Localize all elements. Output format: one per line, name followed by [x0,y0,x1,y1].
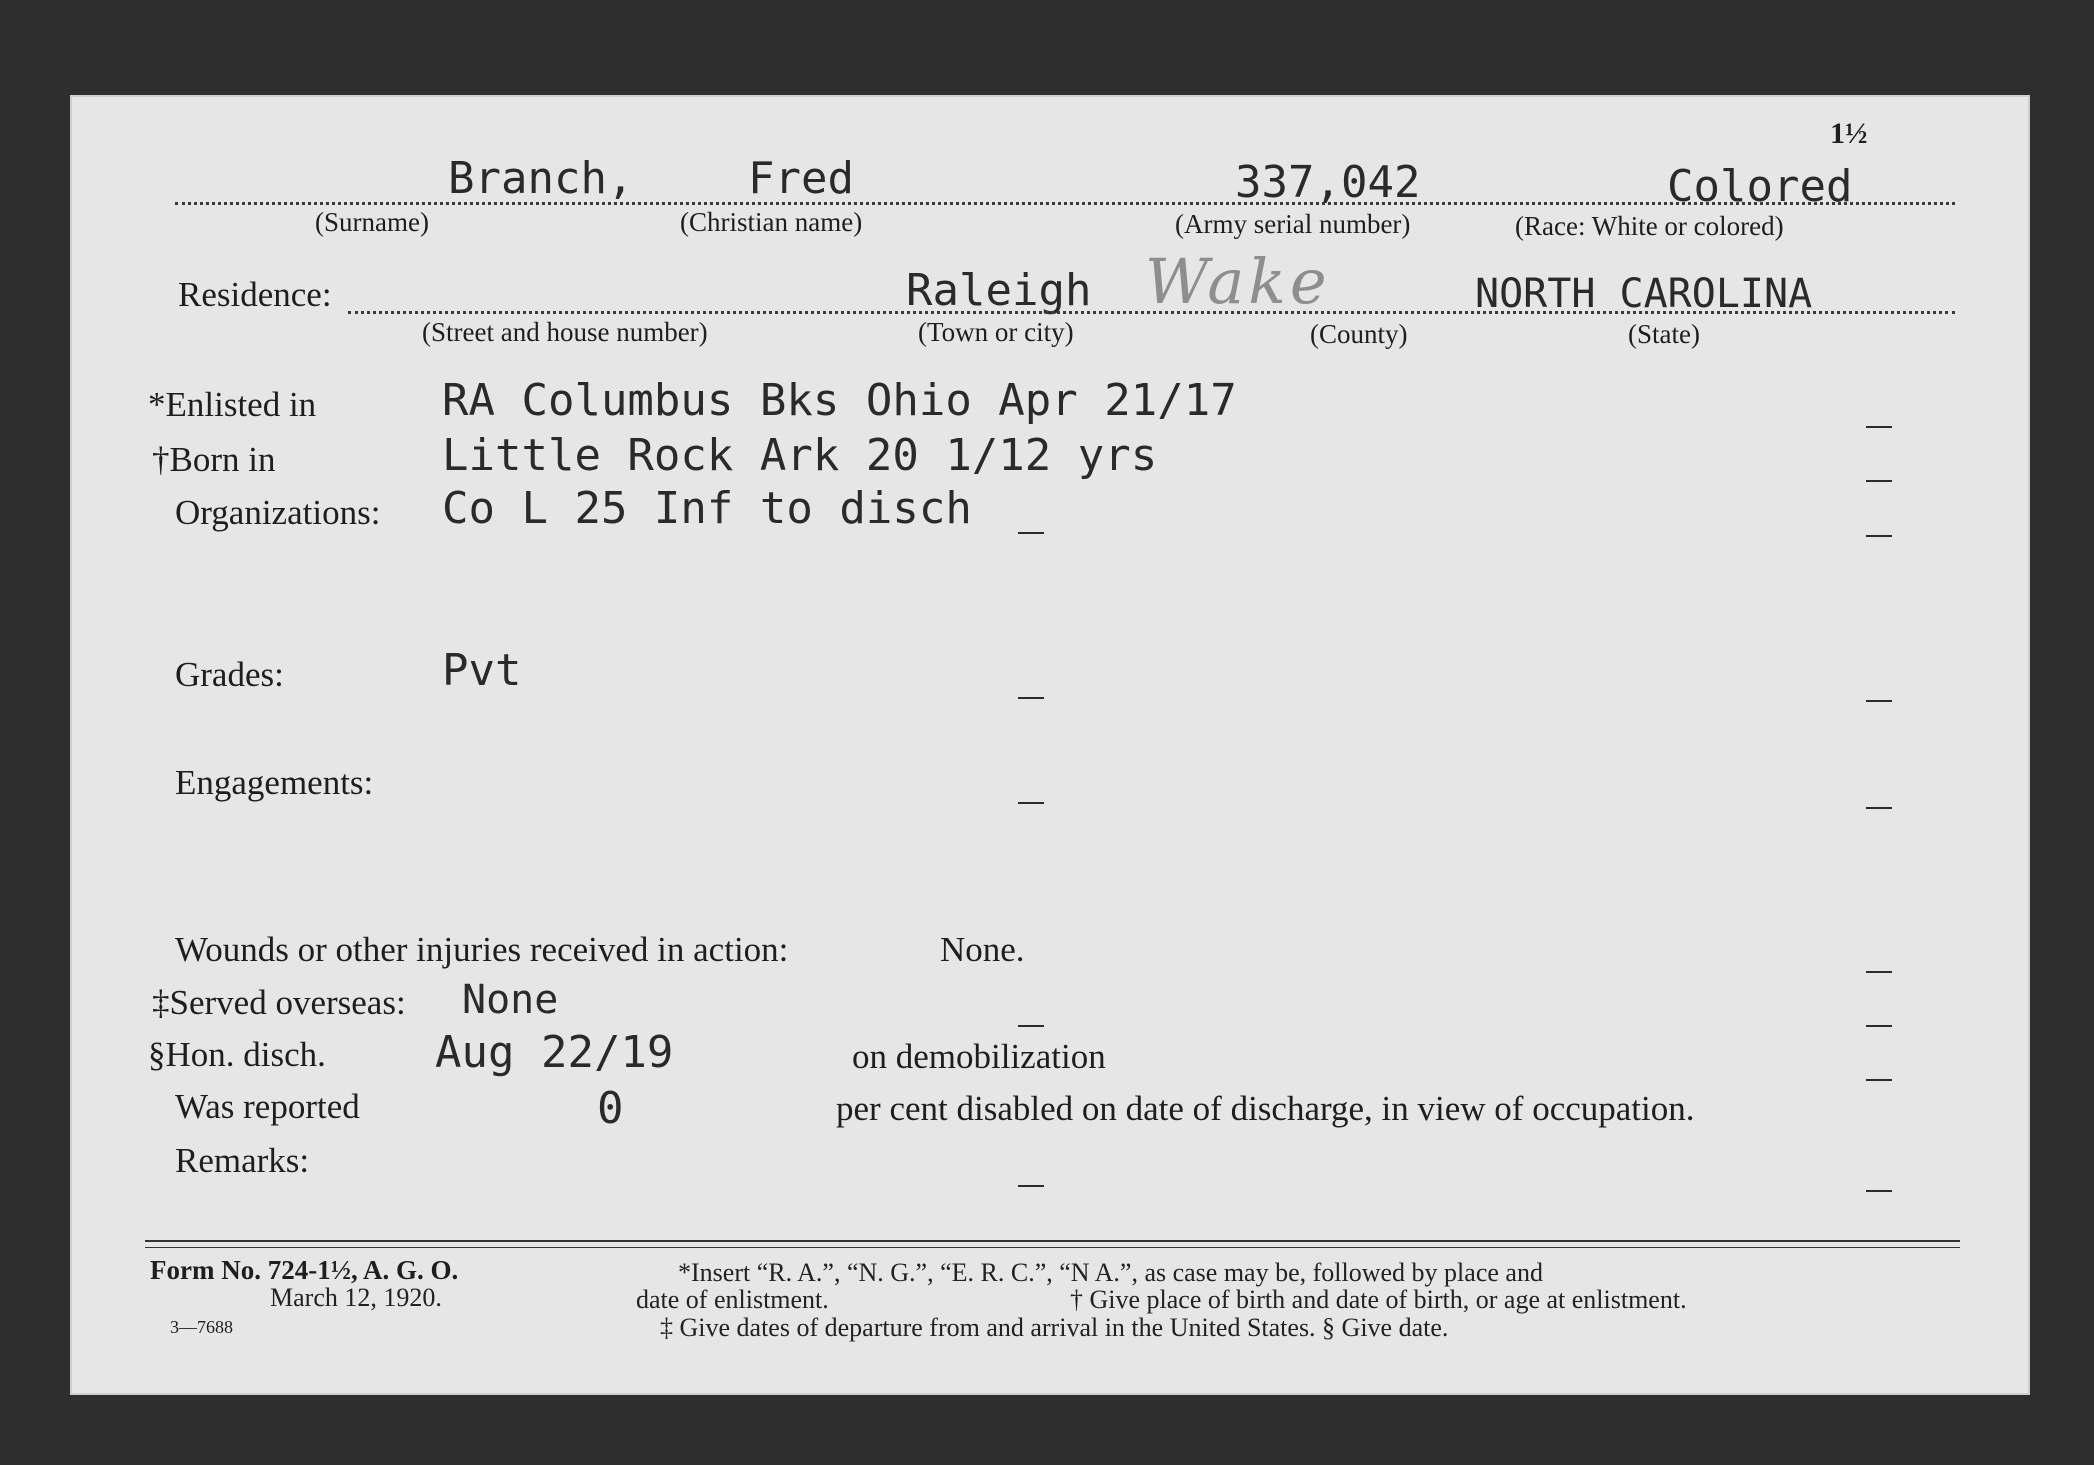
reported-label: Was reported [175,1087,360,1126]
wounds-value: None. [940,930,1025,969]
footer-rule-top [145,1240,1960,1242]
tick-mark [1866,480,1892,482]
footer-note-line2a: date of enlistment. [636,1285,829,1314]
county-caption: (County) [1310,319,1408,349]
enlisted-value: RA Columbus Bks Ohio Apr 21/17 [442,375,1237,426]
discharge-note: on demobilization [852,1037,1106,1076]
tick-mark [1018,1185,1044,1187]
race-caption: (Race: White or colored) [1515,211,1784,241]
footer-note-line2b: † Give place of birth and date of birth, or age at enlistment. [1070,1285,1687,1314]
town-caption: (Town or city) [918,317,1074,347]
tick-mark [1018,697,1044,699]
tick-mark [1866,426,1892,428]
reported-note: per cent disabled on date of discharge, in view of occupation. [836,1089,1695,1128]
footer-rule-bottom [145,1247,1960,1248]
page-marker: 1½ [1830,117,1868,150]
tick-mark [1866,807,1892,809]
grades-label: Grades: [175,655,284,694]
tick-mark [1018,1025,1044,1027]
overseas-label: ‡Served overseas: [152,983,406,1022]
born-value: Little Rock Ark 20 1/12 yrs [442,430,1158,481]
surname-caption: (Surname) [315,207,429,237]
organizations-label: Organizations: [175,493,381,532]
town-value: Raleigh [906,265,1092,316]
print-code: 3—7688 [170,1317,233,1337]
residence-label: Residence: [178,275,332,314]
surname-value: Branch, [448,153,634,204]
tick-mark [1866,1190,1892,1192]
state-value: NORTH CAROLINA [1475,271,1813,317]
serial-caption: (Army serial number) [1175,209,1411,239]
born-label: †Born in [152,440,276,479]
state-caption: (State) [1628,319,1700,349]
organizations-value: Co L 25 Inf to disch [442,483,972,534]
county-handwritten: Wake [1145,245,1331,318]
name-dotted-line [175,202,1955,205]
race-value: Colored [1667,161,1853,212]
serial-number-value: 337,042 [1235,157,1421,208]
record-card [70,95,2030,1395]
discharge-value: Aug 22/19 [435,1027,674,1078]
residence-dotted-line [348,311,1955,314]
tick-mark [1866,535,1892,537]
overseas-value: None [462,977,559,1023]
grades-value: Pvt [442,645,522,696]
form-number: Form No. 724-1½, A. G. O. [150,1255,459,1285]
discharge-label: §Hon. disch. [148,1035,326,1074]
christian-name-caption: (Christian name) [680,207,863,237]
street-caption: (Street and house number) [422,317,708,347]
form-date: March 12, 1920. [270,1283,442,1312]
enlisted-label: *Enlisted in [148,385,317,424]
tick-mark [1866,1079,1892,1081]
christian-name-value: Fred [748,153,854,204]
footer-note-line1: *Insert “R. A.”, “N. G.”, “E. R. C.”, “N A.”, as case may be, followed by place and [678,1258,1543,1287]
tick-mark [1018,802,1044,804]
engagements-label: Engagements: [175,763,374,802]
footer-note-line3: ‡ Give dates of departure from and arrival in the United States. § Give date. [660,1313,1449,1342]
tick-mark [1866,971,1892,973]
tick-mark [1866,1025,1892,1027]
remarks-label: Remarks: [175,1141,310,1180]
tick-mark [1866,700,1892,702]
tick-mark [1018,532,1044,534]
reported-value: 0 [597,1083,624,1134]
wounds-label: Wounds or other injuries received in action: [175,930,789,969]
